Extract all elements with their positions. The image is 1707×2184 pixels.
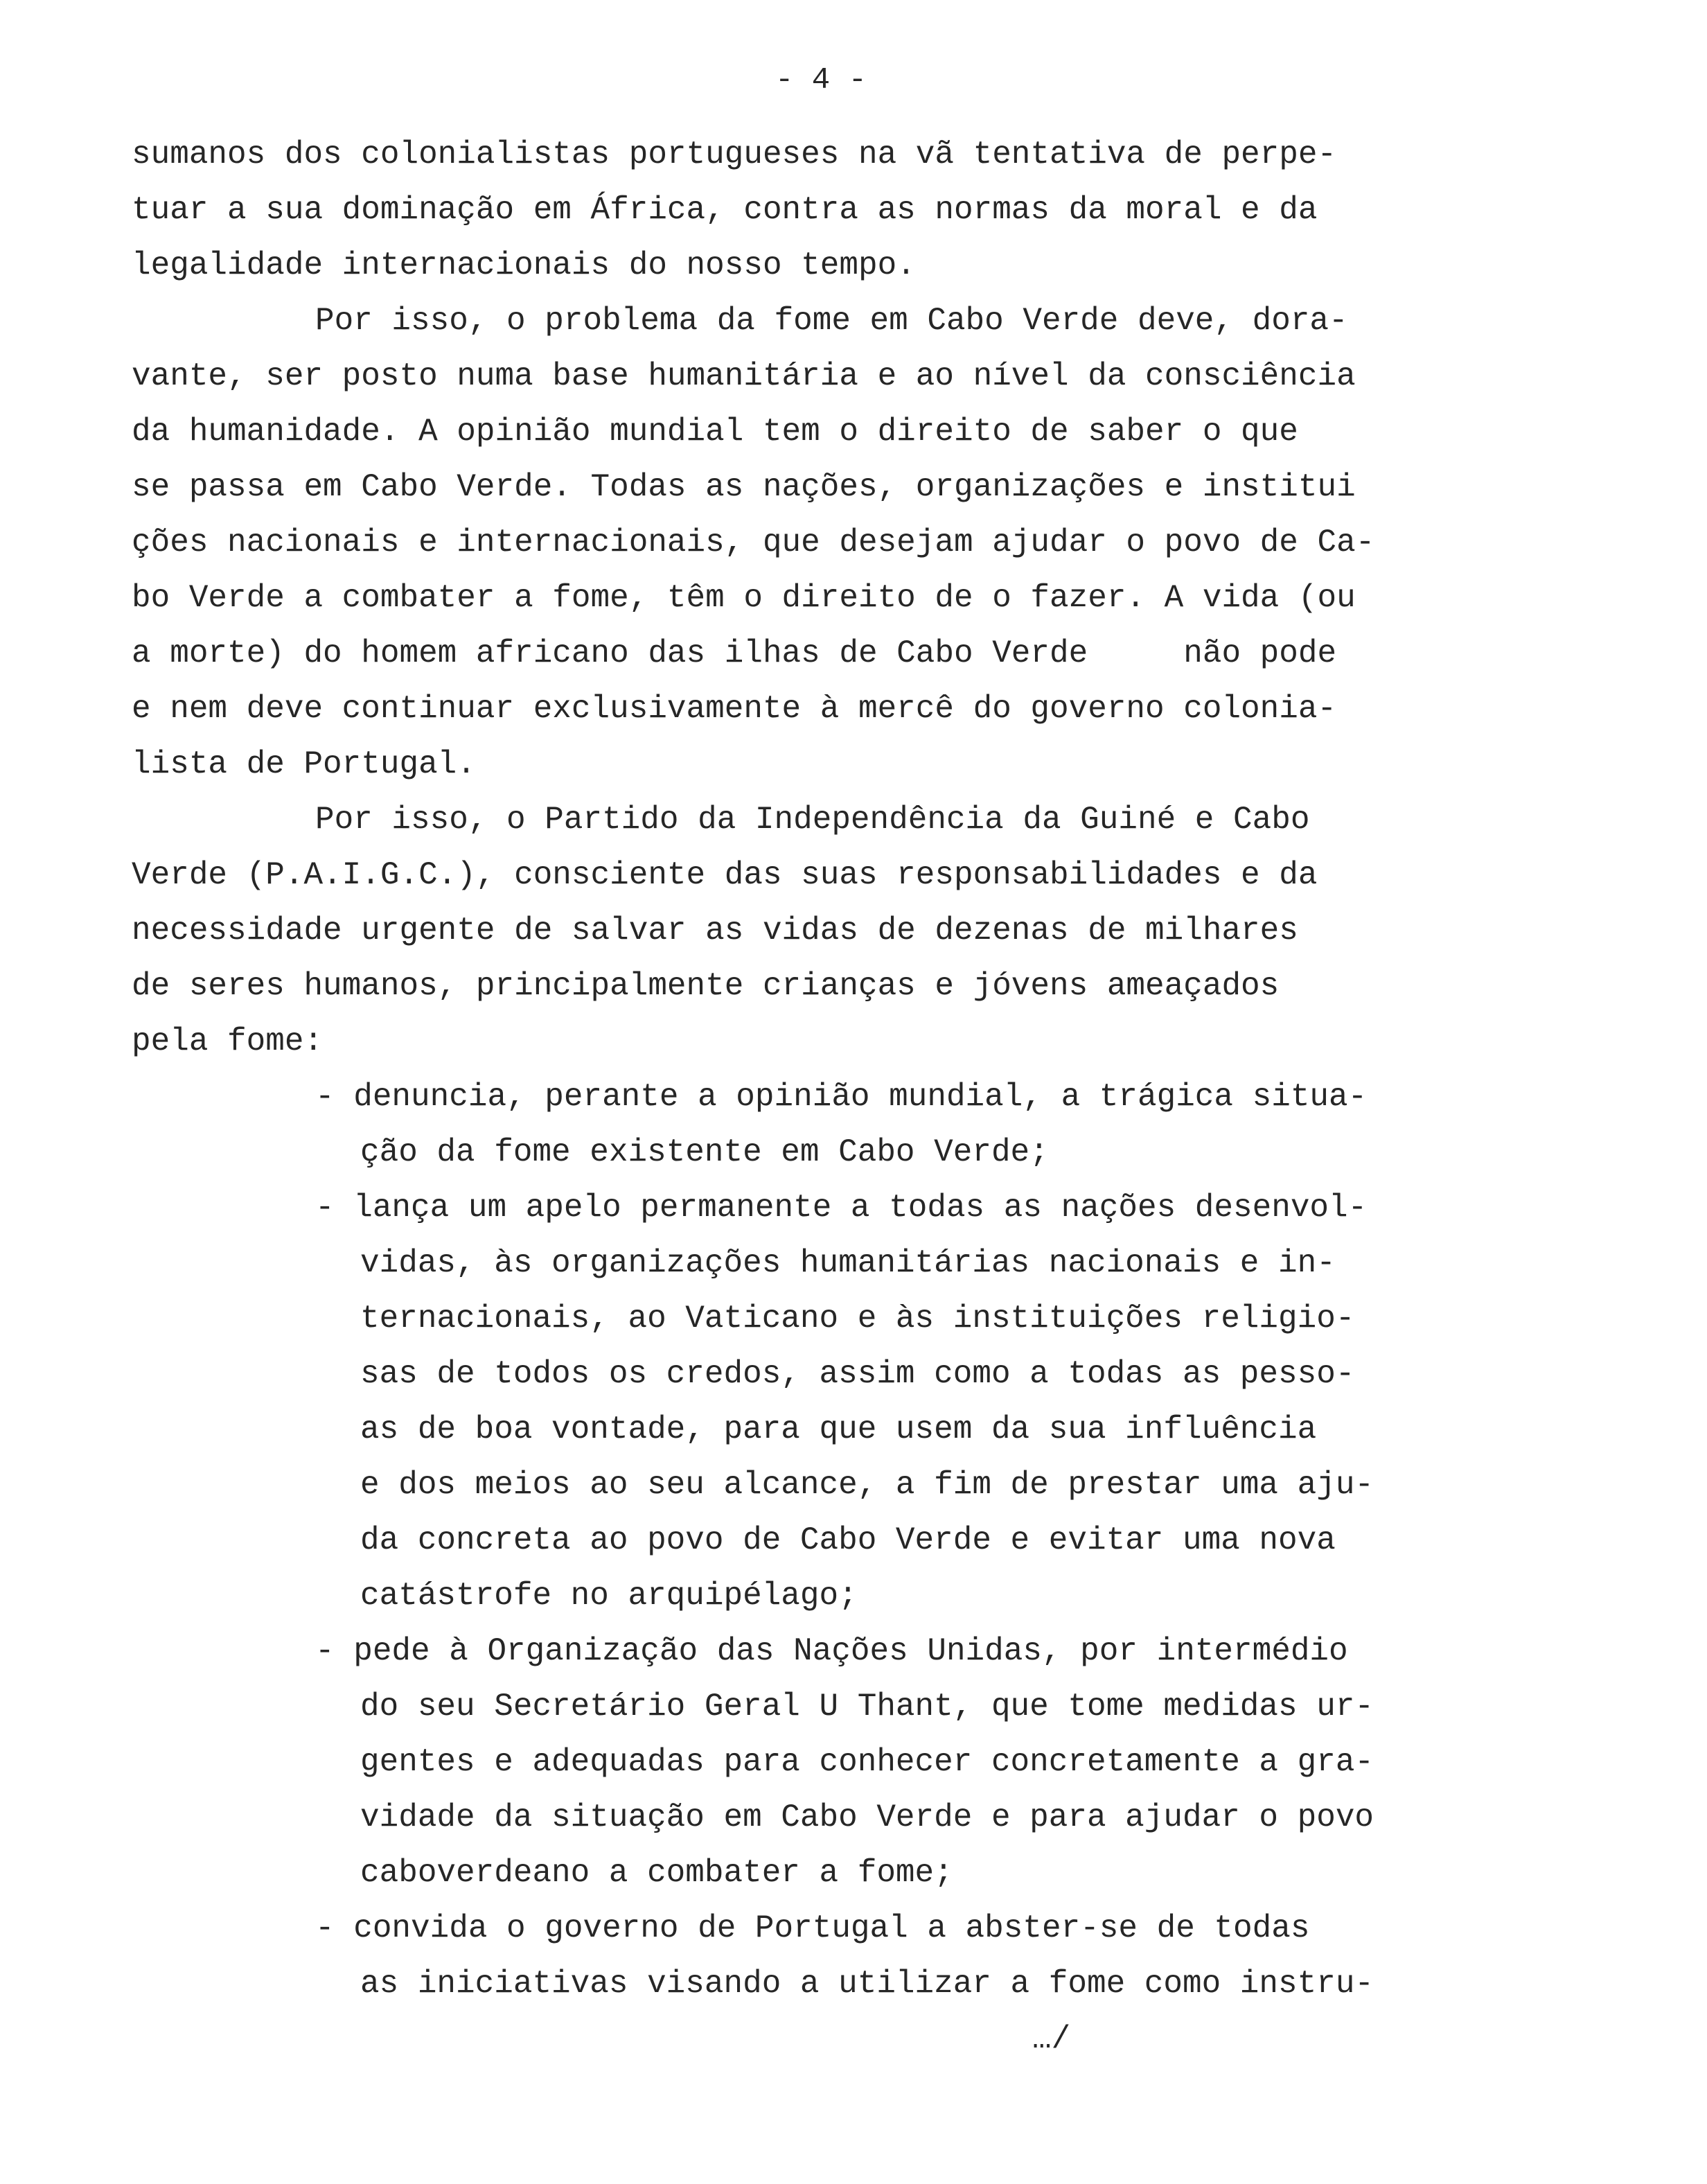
text-line: pela fome: <box>132 1023 324 1059</box>
page-number: - 4 - <box>775 63 867 98</box>
bullet-continuation: gentes e adequadas para conhecer concretamente a gra- <box>360 1744 1374 1780</box>
text-line: tuar a sua dominação em África, contra as normas da moral e da <box>132 192 1318 228</box>
text-line: de seres humanos, principalmente crianças e jóvens ameaçados <box>132 968 1280 1004</box>
text-line: vante, ser posto numa base humanitária e ao nível da consciência <box>132 358 1356 394</box>
bullet-continuation: ção da fome existente em Cabo Verde; <box>360 1134 1049 1170</box>
paragraph-first-line: Por isso, o Partido da Independência da Guiné e Cabo <box>315 802 1310 838</box>
text-line: lista de Portugal. <box>132 746 476 782</box>
text-line: a morte) do homem africano das ilhas de Cabo Verde não pode <box>132 635 1337 671</box>
bullet-continuation: sas de todos os credos, assim como a todas as pesso- <box>360 1356 1355 1392</box>
text-line: bo Verde a combater a fome, têm o direito de o fazer. A vida (ou <box>132 580 1356 616</box>
text-line: da humanidade. A opinião mundial tem o direito de saber o que <box>132 414 1298 450</box>
paragraph-first-line: Por isso, o problema da fome em Cabo Verde deve, dora- <box>315 303 1348 339</box>
bullet-continuation: catástrofe no arquipélago; <box>360 1578 858 1614</box>
bullet-continuation: ternacionais, ao Vaticano e às instituições religio- <box>360 1301 1355 1337</box>
bullet-continuation: vidas, às organizações humanitárias nacionais e in- <box>360 1245 1336 1281</box>
text-line: necessidade urgente de salvar as vidas de dezenas de milhares <box>132 913 1298 949</box>
text-line: Verde (P.A.I.G.C.), consciente das suas responsabilidades e da <box>132 857 1318 893</box>
text-line: ções nacionais e internacionais, que desejam ajudar o povo de Ca- <box>132 525 1375 561</box>
text-line: e nem deve continuar exclusivamente à mercê do governo colonia- <box>132 691 1337 727</box>
bullet-item: - denuncia, perante a opinião mundial, a trágica situa- <box>315 1079 1368 1115</box>
text-line: se passa em Cabo Verde. Todas as nações, organizações e institui <box>132 469 1356 505</box>
bullet-continuation: do seu Secretário Geral U Thant, que tome medidas ur- <box>360 1689 1374 1725</box>
bullet-item: - lança um apelo permanente a todas as nações desenvol- <box>315 1190 1368 1226</box>
bullet-item: - convida o governo de Portugal a abster-se de todas <box>315 1910 1310 1946</box>
bullet-continuation: da concreta ao povo de Cabo Verde e evitar uma nova <box>360 1522 1336 1558</box>
bullet-continuation: caboverdeano a combater a fome; <box>360 1855 953 1891</box>
bullet-continuation: e dos meios ao seu alcance, a fim de prestar uma aju- <box>360 1467 1374 1503</box>
bullet-continuation: as de boa vontade, para que usem da sua influência <box>360 1411 1317 1447</box>
bullet-item: - pede à Organização das Nações Unidas, por intermédio <box>315 1633 1348 1669</box>
text-line: sumanos dos colonialistas portugueses na vã tentativa de perpe- <box>132 136 1337 173</box>
bullet-continuation: as iniciativas visando a utilizar a fome como instru- <box>360 1966 1374 2002</box>
bullet-continuation: vidade da situação em Cabo Verde e para ajudar o povo <box>360 1799 1374 1835</box>
text-line: legalidade internacionais do nosso tempo. <box>132 247 916 283</box>
continuation-mark: …/ <box>1032 2021 1071 2057</box>
